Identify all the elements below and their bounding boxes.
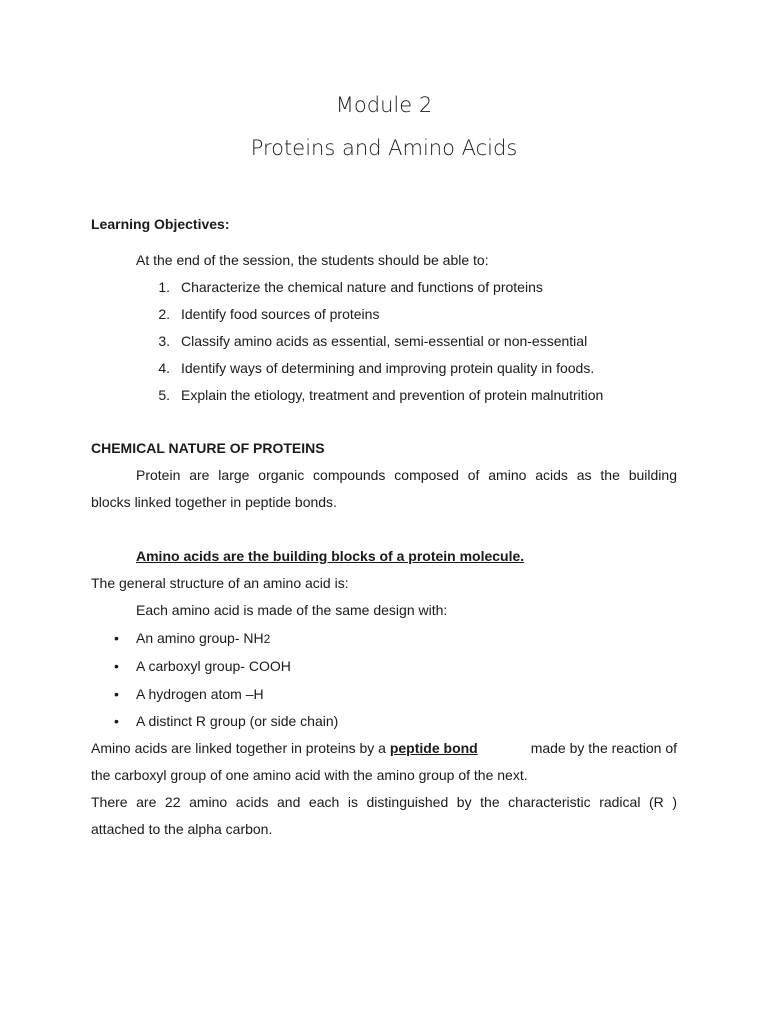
paragraph-line: [91, 739, 677, 757]
list-item-number: 2.: [158, 306, 170, 322]
paragraph-line: Protein are large organic compounds composed of amino acids as the building: [136, 467, 677, 483]
list-item-number: 1.: [158, 279, 170, 295]
page-title: Proteins and Amino Acids: [250, 136, 518, 160]
design-intro-text: Each amino acid is made of the same design with:: [136, 602, 448, 618]
list-item-text: A carboxyl group- COOH: [136, 658, 291, 674]
list-item-text: Characterize the chemical nature and functions of proteins: [181, 279, 543, 295]
paragraph-line: blocks linked together in peptide bonds.: [91, 494, 337, 510]
bullet-icon: •: [114, 630, 119, 646]
paragraph-text: Amino acids are linked together in proteins by a: [91, 740, 390, 756]
list-item-number: 4.: [158, 360, 170, 376]
bullet-icon: •: [114, 713, 119, 729]
list-item-text: A hydrogen atom –H: [136, 686, 264, 702]
module-label: Module 2: [335, 93, 433, 117]
general-structure-text: The general structure of an amino acid is:: [91, 575, 349, 591]
list-item-number: 5.: [158, 387, 170, 403]
list-item-text: Identify ways of determining and improving protein quality in foods.: [181, 360, 595, 376]
paragraph-line: the carboxyl group of one amino acid with the amino group of the next.: [91, 767, 528, 783]
paragraph-text: made by the reaction of: [530, 740, 677, 756]
objectives-heading: Learning Objectives:: [91, 216, 230, 232]
paragraph-line: There are 22 amino acids and each is distinguished by the characteristic radical (R ): [91, 794, 677, 810]
paragraph-line: attached to the alpha carbon.: [91, 821, 273, 837]
bullet-icon: •: [114, 686, 119, 702]
list-item-text: Classify amino acids as essential, semi-essential or non-essential: [181, 333, 588, 349]
list-item-text: Explain the etiology, treatment and prevention of protein malnutrition: [181, 387, 604, 403]
subscript-text: 2: [263, 632, 271, 646]
subheading: Amino acids are the building blocks of a protein molecule.: [136, 548, 525, 564]
objectives-intro: At the end of the session, the students should be able to:: [136, 252, 489, 268]
bullet-icon: •: [114, 658, 119, 674]
list-item-number: 3.: [158, 333, 170, 349]
list-item-text: A distinct R group (or side chain): [136, 713, 339, 729]
list-item-text: Identify food sources of proteins: [181, 306, 380, 322]
list-item-text: An amino group- NH: [136, 630, 264, 646]
peptide-bond-term: peptide bond: [389, 740, 478, 756]
section-heading: CHEMICAL NATURE OF PROTEINS: [91, 440, 325, 456]
